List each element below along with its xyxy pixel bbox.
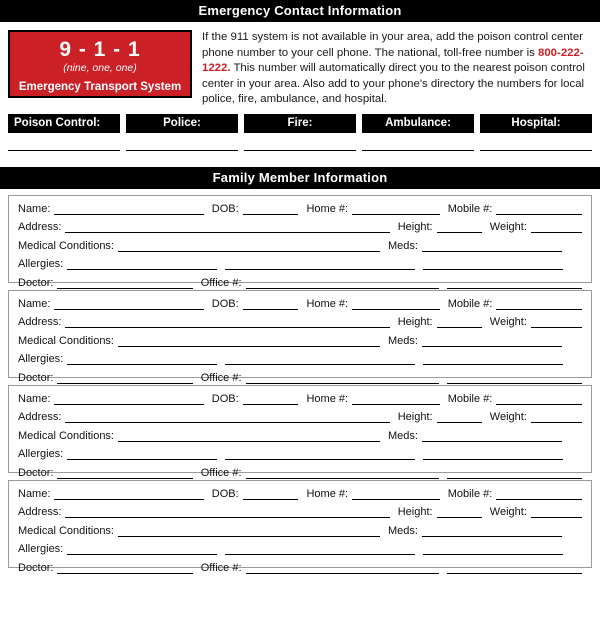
member-row-doctor: [18, 372, 582, 384]
poison-control-number: 800-222-1222.: [202, 46, 584, 74]
label-office: Office #:: [200, 466, 242, 479]
member-row-address: [18, 506, 582, 518]
member-row-doctor: [18, 562, 582, 574]
contact-label-fire: Fire:: [244, 114, 356, 133]
input-name[interactable]: [54, 488, 203, 500]
input-allergies-3[interactable]: [423, 448, 563, 460]
label-medical-conditions: Medical Conditions:: [18, 429, 114, 442]
input-allergies-2[interactable]: [225, 353, 415, 365]
input-medical-conditions[interactable]: [118, 430, 380, 442]
label-height: Height:: [397, 221, 433, 233]
label-meds: Meds:: [388, 334, 418, 347]
label-meds: Meds:: [388, 429, 418, 442]
input-name[interactable]: [54, 393, 203, 405]
member-row-allergies: [18, 448, 582, 460]
member-row-doctor: [18, 277, 582, 289]
input-weight[interactable]: [531, 316, 582, 328]
member-row-medical: [18, 240, 582, 252]
label-office: Office #:: [200, 561, 242, 574]
input-dob[interactable]: [243, 488, 299, 500]
contact-input-fire[interactable]: [244, 149, 356, 151]
input-allergies-1[interactable]: [67, 353, 217, 365]
input-meds[interactable]: [422, 525, 562, 537]
emergency-intro-block: [0, 22, 600, 112]
label-height: Height:: [397, 506, 433, 518]
family-member-card: [8, 480, 592, 574]
input-medical-conditions[interactable]: [118, 525, 380, 537]
input-allergies-3[interactable]: [423, 258, 563, 270]
member-row-identity: [18, 203, 582, 215]
input-mobile[interactable]: [496, 298, 582, 310]
input-office-extra[interactable]: [447, 372, 582, 384]
label-dob: DOB:: [211, 297, 239, 310]
emergency-instructions-part2: This number will automatically direct you to the nearest poison control center in your area. Also add to your phone's directory the numbers for local police, fire, ambulance, and hospital.: [202, 62, 585, 105]
label-office: Office #:: [200, 276, 242, 289]
input-doctor[interactable]: [57, 277, 192, 289]
label-home: Home #:: [306, 392, 349, 405]
contact-label-poison-control: Poison Control:: [8, 114, 120, 133]
input-home[interactable]: [352, 393, 440, 405]
input-weight[interactable]: [531, 411, 582, 423]
label-weight: Weight:: [489, 411, 527, 423]
member-row-medical: [18, 525, 582, 537]
input-meds[interactable]: [422, 240, 562, 252]
badge-911-number: 9 - 1 - 1: [59, 38, 141, 61]
input-height[interactable]: [437, 506, 482, 518]
input-meds[interactable]: [422, 335, 562, 347]
member-row-identity: [18, 298, 582, 310]
contact-label-ambulance: Ambulance:: [362, 114, 474, 133]
input-mobile[interactable]: [496, 203, 582, 215]
family-member-card: [8, 385, 592, 479]
family-member-card: [8, 290, 592, 384]
member-row-allergies: [18, 258, 582, 270]
label-mobile: Mobile #:: [447, 487, 493, 500]
family-member-card: [8, 195, 592, 289]
input-office-extra[interactable]: [447, 277, 582, 289]
label-doctor: Doctor:: [18, 466, 54, 479]
contact-input-hospital[interactable]: [480, 149, 592, 151]
label-address: Address:: [18, 506, 62, 518]
input-allergies-3[interactable]: [423, 543, 563, 555]
member-row-identity: [18, 393, 582, 405]
contact-input-poison-control[interactable]: [8, 149, 120, 151]
section-header-family: Family Member Information: [0, 167, 600, 189]
input-allergies-1[interactable]: [67, 258, 217, 270]
input-allergies-1[interactable]: [67, 448, 217, 460]
label-doctor: Doctor:: [18, 276, 54, 289]
member-row-medical: [18, 335, 582, 347]
badge-911-spelled: (nine, one, one): [63, 62, 137, 75]
label-mobile: Mobile #:: [447, 202, 493, 215]
input-office[interactable]: [246, 372, 439, 384]
contact-label-hospital: Hospital:: [480, 114, 592, 133]
member-row-medical: [18, 430, 582, 442]
label-address: Address:: [18, 411, 62, 423]
label-address: Address:: [18, 316, 62, 328]
emergency-instructions-part1: If the 911 system is not available in your area, add the poison control center phone number to your cell phone. The national, toll-free number is: [202, 31, 583, 59]
member-row-identity: [18, 488, 582, 500]
input-name[interactable]: [54, 203, 203, 215]
input-address[interactable]: [65, 221, 389, 233]
input-name[interactable]: [54, 298, 203, 310]
input-home[interactable]: [352, 298, 440, 310]
input-home[interactable]: [352, 203, 440, 215]
contact-input-police[interactable]: [126, 149, 238, 151]
label-address: Address:: [18, 221, 62, 233]
label-medical-conditions: Medical Conditions:: [18, 334, 114, 347]
label-meds: Meds:: [388, 524, 418, 537]
input-office[interactable]: [246, 467, 439, 479]
label-name: Name:: [18, 297, 51, 310]
input-weight[interactable]: [531, 506, 582, 518]
input-office-extra[interactable]: [447, 467, 582, 479]
label-mobile: Mobile #:: [447, 297, 493, 310]
input-doctor[interactable]: [57, 372, 192, 384]
member-row-allergies: [18, 353, 582, 365]
input-office[interactable]: [246, 277, 439, 289]
label-allergies: Allergies:: [18, 353, 64, 365]
label-allergies: Allergies:: [18, 448, 64, 460]
input-dob[interactable]: [243, 393, 299, 405]
label-doctor: Doctor:: [18, 371, 54, 384]
contact-input-ambulance[interactable]: [362, 149, 474, 151]
label-mobile: Mobile #:: [447, 392, 493, 405]
family-member-cards: [0, 189, 600, 574]
label-name: Name:: [18, 202, 51, 215]
label-medical-conditions: Medical Conditions:: [18, 524, 114, 537]
label-home: Home #:: [306, 202, 349, 215]
label-name: Name:: [18, 487, 51, 500]
label-meds: Meds:: [388, 239, 418, 252]
input-office-extra[interactable]: [447, 562, 582, 574]
input-allergies-2[interactable]: [225, 543, 415, 555]
input-height[interactable]: [437, 411, 482, 423]
input-dob[interactable]: [243, 203, 299, 215]
input-mobile[interactable]: [496, 488, 582, 500]
emergency-instructions: [192, 30, 592, 108]
contact-write-in-row: [0, 149, 600, 151]
section-header-emergency: Emergency Contact Information: [0, 0, 600, 22]
input-address[interactable]: [65, 411, 389, 423]
label-weight: Weight:: [489, 506, 527, 518]
input-mobile[interactable]: [496, 393, 582, 405]
input-home[interactable]: [352, 488, 440, 500]
label-doctor: Doctor:: [18, 561, 54, 574]
input-allergies-3[interactable]: [423, 353, 563, 365]
label-weight: Weight:: [489, 316, 527, 328]
label-home: Home #:: [306, 297, 349, 310]
input-medical-conditions[interactable]: [118, 335, 380, 347]
member-row-address: [18, 316, 582, 328]
input-allergies-2[interactable]: [225, 448, 415, 460]
badge-911-tagline: Emergency Transport System: [18, 80, 182, 93]
input-office[interactable]: [246, 562, 439, 574]
label-dob: DOB:: [211, 202, 239, 215]
input-allergies-1[interactable]: [67, 543, 217, 555]
contact-label-row: [0, 112, 600, 133]
input-meds[interactable]: [422, 430, 562, 442]
input-dob[interactable]: [243, 298, 299, 310]
input-allergies-2[interactable]: [225, 258, 415, 270]
input-height[interactable]: [437, 221, 482, 233]
input-address[interactable]: [65, 316, 389, 328]
member-row-allergies: [18, 543, 582, 555]
label-home: Home #:: [306, 487, 349, 500]
label-dob: DOB:: [211, 392, 239, 405]
label-dob: DOB:: [211, 487, 239, 500]
label-name: Name:: [18, 392, 51, 405]
label-allergies: Allergies:: [18, 543, 64, 555]
label-height: Height:: [397, 411, 433, 423]
label-office: Office #:: [200, 371, 242, 384]
input-address[interactable]: [65, 506, 389, 518]
input-doctor[interactable]: [57, 562, 192, 574]
member-row-address: [18, 411, 582, 423]
member-row-doctor: [18, 467, 582, 479]
label-weight: Weight:: [489, 221, 527, 233]
member-row-address: [18, 221, 582, 233]
badge-911: [8, 30, 192, 98]
label-medical-conditions: Medical Conditions:: [18, 239, 114, 252]
input-weight[interactable]: [531, 221, 582, 233]
input-height[interactable]: [437, 316, 482, 328]
label-height: Height:: [397, 316, 433, 328]
contact-label-police: Police:: [126, 114, 238, 133]
label-allergies: Allergies:: [18, 258, 64, 270]
input-medical-conditions[interactable]: [118, 240, 380, 252]
input-doctor[interactable]: [57, 467, 192, 479]
